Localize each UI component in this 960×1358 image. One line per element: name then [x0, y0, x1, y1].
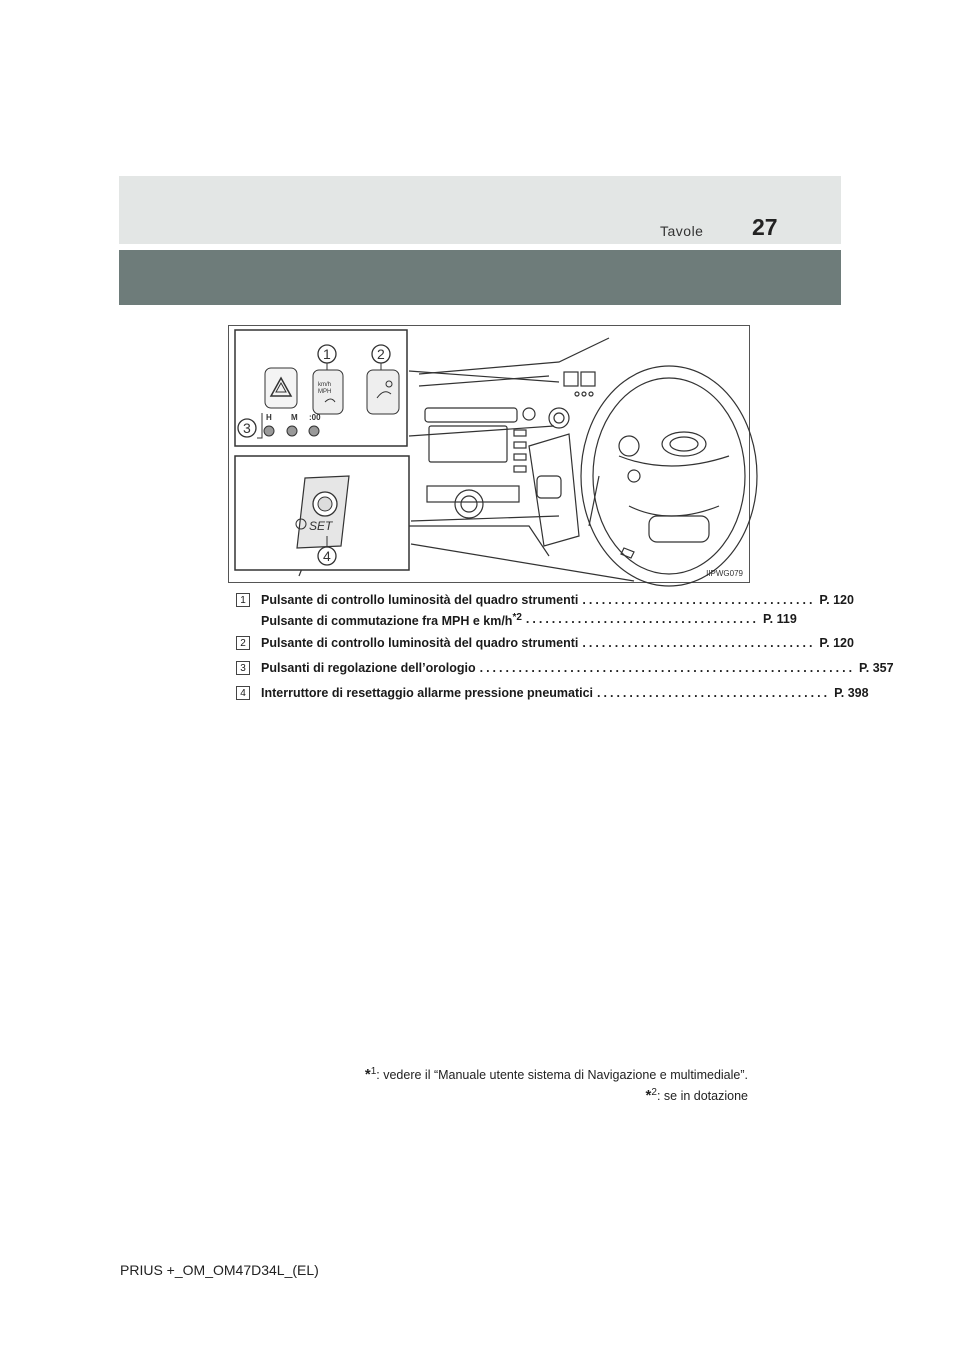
callout-1: 1 [323, 346, 331, 362]
legend-label: Pulsante di commutazione fra MPH e km/h [261, 614, 513, 629]
page-number: 27 [752, 214, 778, 240]
legend-label: Pulsante di controllo luminosità del quadro strumenti [261, 593, 579, 607]
set-label: SET [309, 519, 333, 533]
svg-text:MPH: MPH [318, 389, 332, 395]
section-band [119, 250, 841, 305]
legend-number: 1 [236, 593, 250, 607]
section-title: Tavole [660, 223, 704, 239]
legend-number: 3 [236, 661, 250, 675]
header-band [119, 176, 841, 244]
callout-4: 4 [323, 548, 331, 564]
page-ref: P. 357 [859, 661, 894, 675]
svg-text:km/h: km/h [318, 382, 332, 388]
callout-2: 2 [377, 346, 385, 362]
page-ref: P. 120 [819, 593, 854, 607]
footnote-marker: *2 [512, 612, 522, 623]
legend-label: Pulsante di controllo luminosità del quadro strumenti [261, 636, 579, 650]
footnote-2: *$^2$: se in dotazione [645, 1087, 748, 1105]
callout-3: 3 [243, 420, 251, 436]
svg-text:M: M [291, 413, 298, 422]
page-ref: P. 120 [819, 636, 854, 650]
svg-text::00: :00 [309, 413, 321, 422]
document-code: PRIUS +_OM_OM47D34L_(EL) [120, 1262, 319, 1278]
legend-label: Interruttore di resettaggio allarme pressione pneumatici [261, 686, 594, 700]
legend-number: 4 [236, 686, 250, 700]
figure-code: IIPWG079 [706, 569, 743, 578]
svg-text:H: H [266, 413, 272, 422]
page-ref: P. 398 [834, 686, 869, 700]
dashboard-figure [228, 325, 750, 583]
footnote-1: *$^1$: vedere il “Manuale utente sistema di Navigazione e multimediale”. [364, 1066, 748, 1084]
legend-label: Pulsanti di regolazione dell’orologio [261, 661, 476, 675]
dashboard-illustration [229, 326, 749, 582]
page-ref: P. 119 [762, 612, 797, 626]
legend-number: 2 [236, 636, 250, 650]
